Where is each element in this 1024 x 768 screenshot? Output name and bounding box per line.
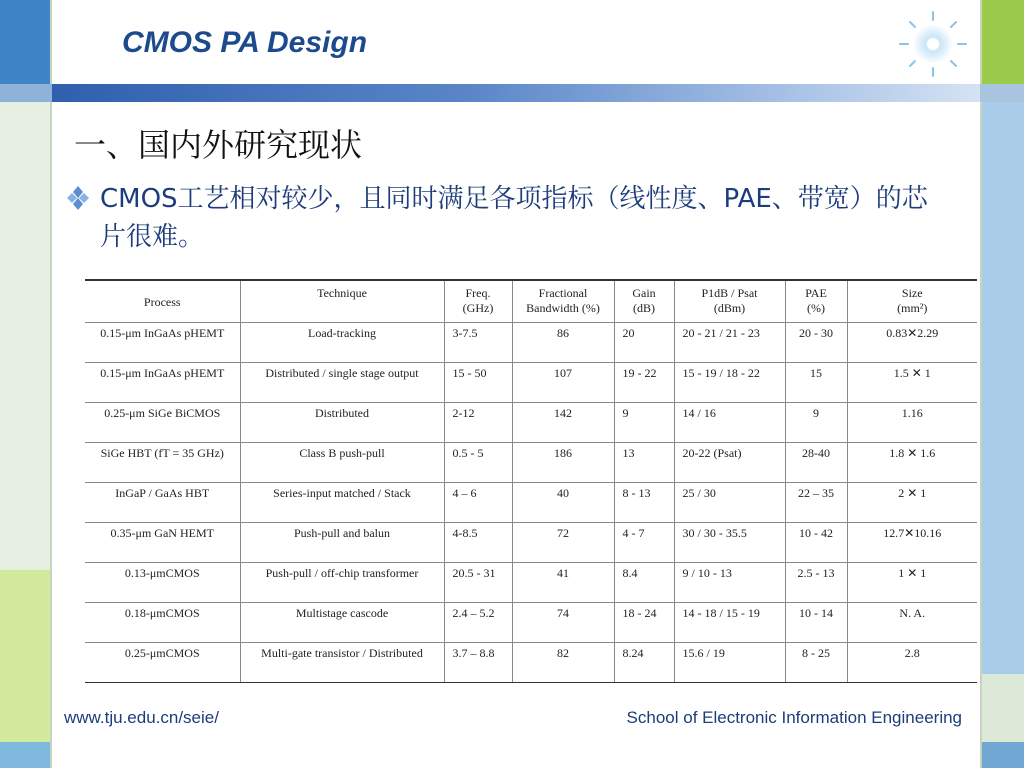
left-block-blue-top [0, 0, 52, 84]
bullet-text: CMOS工艺相对较少，且同时满足各项指标（线性度、PAE、带宽）的芯片很难。 [100, 184, 928, 252]
cell-size: 2.8 [847, 642, 977, 682]
cell-pae: 10 - 14 [785, 602, 847, 642]
cell-technique: Push-pull and balun [240, 522, 444, 562]
cell-technique: Distributed [240, 402, 444, 442]
table-row [85, 362, 977, 402]
cell-freq: 0.5 - 5 [444, 442, 512, 482]
diamond-cluster-icon [64, 184, 92, 212]
cell-freq: 4-8.5 [444, 522, 512, 562]
left-block-blue-bottom [0, 742, 52, 768]
left-divider [50, 0, 52, 768]
band-left [0, 84, 52, 102]
right-block-pale [980, 674, 1024, 742]
left-decoration [0, 0, 52, 768]
footer-school: School of Electronic Information Engineering [626, 708, 962, 727]
cell-technique: Class B push-pull [240, 442, 444, 482]
header-pae: PAE (%) [785, 281, 847, 322]
cell-p1db: 20 - 21 / 21 - 23 [674, 322, 785, 362]
table-row [85, 562, 977, 602]
cell-p1db: 30 / 30 - 35.5 [674, 522, 785, 562]
cell-gain: 8.4 [614, 562, 674, 602]
cell-process: SiGe HBT (fT = 35 GHz) [85, 442, 240, 482]
cell-pae: 10 - 42 [785, 522, 847, 562]
header-technique: Technique [240, 281, 444, 322]
cell-bw: 72 [512, 522, 614, 562]
cell-size: 1.5 ✕ 1 [847, 362, 977, 402]
cell-technique: Multistage cascode [240, 602, 444, 642]
header-size: Size (mm²) [847, 281, 977, 322]
table-row [85, 602, 977, 642]
cell-gain: 8 - 13 [614, 482, 674, 522]
sparkle-icon [890, 6, 976, 82]
cell-size: 1.16 [847, 402, 977, 442]
cell-p1db: 15 - 19 / 18 - 22 [674, 362, 785, 402]
band-right [980, 84, 1024, 102]
cell-p1db: 25 / 30 [674, 482, 785, 522]
cell-process: 0.15-μm InGaAs pHEMT [85, 362, 240, 402]
cell-p1db: 14 - 18 / 15 - 19 [674, 602, 785, 642]
cell-freq: 2.4 – 5.2 [444, 602, 512, 642]
cell-gain: 18 - 24 [614, 602, 674, 642]
cell-gain: 9 [614, 402, 674, 442]
right-block-green [980, 0, 1024, 84]
right-decoration [980, 0, 1024, 768]
cell-size: 2 ✕ 1 [847, 482, 977, 522]
cell-process: 0.35-μm GaN HEMT [85, 522, 240, 562]
cell-freq: 15 - 50 [444, 362, 512, 402]
cell-technique: Push-pull / off-chip transformer [240, 562, 444, 602]
cell-freq: 3-7.5 [444, 322, 512, 362]
cell-technique: Distributed / single stage output [240, 362, 444, 402]
cell-p1db: 9 / 10 - 13 [674, 562, 785, 602]
cell-bw: 82 [512, 642, 614, 682]
table-header-row [85, 281, 977, 322]
table-row [85, 402, 977, 442]
cell-size: 0.83✕2.29 [847, 322, 977, 362]
header-band [52, 84, 980, 102]
cell-freq: 4 – 6 [444, 482, 512, 522]
cell-bw: 186 [512, 442, 614, 482]
table-row [85, 482, 977, 522]
header-process: Process [85, 281, 240, 322]
cell-size: 12.7✕10.16 [847, 522, 977, 562]
cell-process: 0.25-μmCMOS [85, 642, 240, 682]
cell-gain: 4 - 7 [614, 522, 674, 562]
table-row [85, 642, 977, 682]
cell-process: 0.15-μm InGaAs pHEMT [85, 322, 240, 362]
cell-gain: 8.24 [614, 642, 674, 682]
cell-process: InGaP / GaAs HBT [85, 482, 240, 522]
cell-pae: 2.5 - 13 [785, 562, 847, 602]
header-freq: Freq. (GHz) [444, 281, 512, 322]
cell-bw: 40 [512, 482, 614, 522]
cell-freq: 2-12 [444, 402, 512, 442]
cell-bw: 107 [512, 362, 614, 402]
cell-size: 1 ✕ 1 [847, 562, 977, 602]
cell-freq: 20.5 - 31 [444, 562, 512, 602]
cell-p1db: 20-22 (Psat) [674, 442, 785, 482]
cell-bw: 41 [512, 562, 614, 602]
cell-process: 0.25-μm SiGe BiCMOS [85, 402, 240, 442]
cell-pae: 15 [785, 362, 847, 402]
cell-p1db: 14 / 16 [674, 402, 785, 442]
cell-size: 1.8 ✕ 1.6 [847, 442, 977, 482]
cell-pae: 8 - 25 [785, 642, 847, 682]
left-block-pale [0, 102, 52, 570]
cell-technique: Load-tracking [240, 322, 444, 362]
comparison-table [85, 279, 977, 683]
table-row [85, 522, 977, 562]
cell-size: N. A. [847, 602, 977, 642]
cell-gain: 19 - 22 [614, 362, 674, 402]
cell-freq: 3.7 – 8.8 [444, 642, 512, 682]
header-p1db: P1dB / Psat (dBm) [674, 281, 785, 322]
right-block-blue-bottom [980, 742, 1024, 768]
left-block-green [0, 570, 52, 742]
cell-gain: 13 [614, 442, 674, 482]
section-heading: 一、国内外研究现状 [74, 126, 363, 164]
table-row [85, 442, 977, 482]
cell-bw: 74 [512, 602, 614, 642]
cell-technique: Multi-gate transistor / Distributed [240, 642, 444, 682]
cell-technique: Series-input matched / Stack [240, 482, 444, 522]
cell-bw: 142 [512, 402, 614, 442]
right-block-blue [980, 102, 1024, 674]
cell-p1db: 15.6 / 19 [674, 642, 785, 682]
header-bandwidth: Fractional Bandwidth (%) [512, 281, 614, 322]
table-row [85, 322, 977, 362]
footer-url: www.tju.edu.cn/seie/ [64, 708, 219, 727]
cell-bw: 86 [512, 322, 614, 362]
cell-pae: 28-40 [785, 442, 847, 482]
header-gain: Gain (dB) [614, 281, 674, 322]
cell-pae: 9 [785, 402, 847, 442]
cell-pae: 22 – 35 [785, 482, 847, 522]
cell-process: 0.13-μmCMOS [85, 562, 240, 602]
cell-pae: 20 - 30 [785, 322, 847, 362]
slide-title: CMOS PA Design [122, 26, 368, 59]
cell-gain: 20 [614, 322, 674, 362]
cell-process: 0.18-μmCMOS [85, 602, 240, 642]
right-divider [980, 0, 982, 768]
